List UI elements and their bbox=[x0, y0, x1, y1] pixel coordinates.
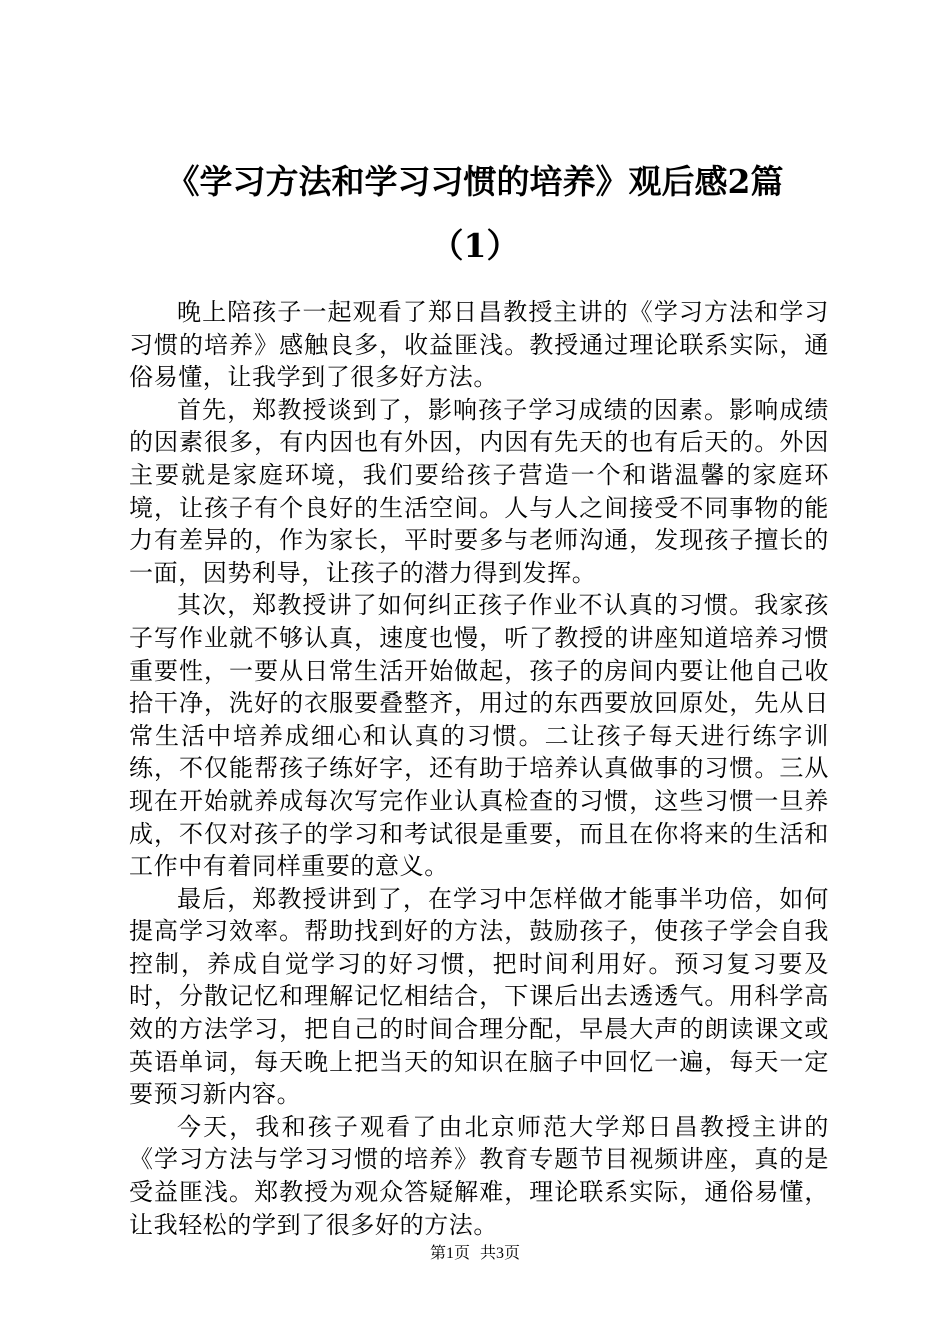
page-total: 共3页 bbox=[480, 1245, 521, 1262]
paragraph-4: 最后，郑教授讲到了，在学习中怎样做才能事半功倍，如何提高学习效率。帮助找到好的方法，鼓励孩子，使孩子学会自我控制，养成自觉学习的好习惯，把时间利用好。预习复习要及时，分散记忆和理解记忆相结合，下课后出去透透气。用科学高效的方法学习，把自己的时间合理分配，早晨大声的朗读课文或英语单词，每天晚上把当天的知识在脑子中回忆一遍，每天一定要预习新内容。 bbox=[129, 884, 829, 1109]
page-number: 第1页 bbox=[429, 1245, 470, 1262]
paragraph-1: 晚上陪孩子一起观看了郑日昌教授主讲的《学习方法和学习习惯的培养》感触良多，收益匪浅。教授通过理论联系实际，通俗易懂，让我学到了很多好方法。 bbox=[129, 298, 829, 392]
document-body bbox=[129, 296, 829, 1241]
paragraph-3: 其次，郑教授讲了如何纠正孩子作业不认真的习惯。我家孩子写作业就不够认真，速度也慢，听了教授的讲座知道培养习惯重要性，一要从日常生活开始做起，孩子的房间内要让他自己收拾干净，洗好的衣服要叠整齐，用过的东西要放回原处，先从日常生活中培养成细心和认真的习惯。二让孩子每天进行练字训练，不仅能帮孩子练好字，还有助于培养认真做事的习惯。三从现在开始就养成每次写完作业认真检查的习惯，这些习惯一旦养成，不仅对孩子的学习和考试很是重要，而且在你将来的生活和工作中有着同样重要的意义。 bbox=[129, 591, 829, 881]
document-title-part-number: （1） bbox=[430, 226, 520, 265]
page-footer bbox=[0, 1244, 950, 1264]
paragraph-5: 今天，我和孩子观看了由北京师范大学郑日昌教授主讲的《学习方法与学习习惯的培养》教育专题节目视频讲座，真的是受益匪浅。郑教授为观众答疑解难，理论联系实际，通俗易懂，让我轻松的学到了很多好的方法。 bbox=[129, 1112, 829, 1239]
document-title: 《学习方法和学习习惯的培养》观后感2篇 bbox=[166, 162, 784, 201]
paragraph-2: 首先，郑教授谈到了，影响孩子学习成绩的因素。影响成绩的因素很多，有内因也有外因，内因有先天的也有后天的。外因主要就是家庭环境，我们要给孩子营造一个和谐温馨的家庭环境，让孩子有个良好的生活空间。人与人之间接受不同事物的能力有差异的，作为家长，平时要多与老师沟通，发现孩子擅长的一面，因势利导，让孩子的潜力得到发挥。 bbox=[129, 395, 829, 587]
